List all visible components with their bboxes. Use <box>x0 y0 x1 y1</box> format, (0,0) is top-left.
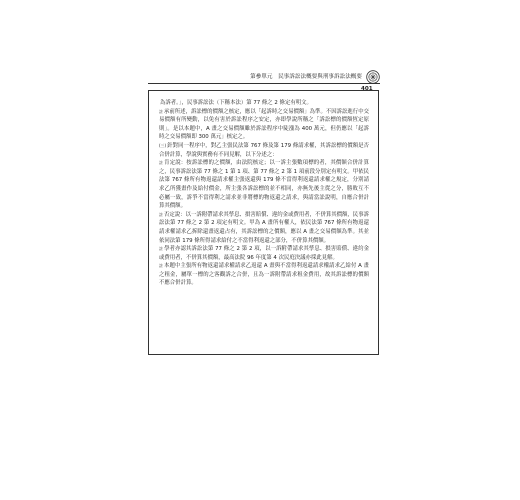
paragraph <box>159 108 369 142</box>
paragraph <box>159 159 369 211</box>
paragraph <box>159 245 369 262</box>
paragraph-marker: (三) <box>159 142 167 148</box>
paragraph-text: 為訴者。」，民事訴訟法（下稱本法）第 77 條之 2 條定有明文。 <box>160 100 312 106</box>
header-rule <box>148 83 380 84</box>
paragraph-marker: 註 <box>159 160 163 166</box>
paragraph-text: 肯定說：按訴訟標的之價額，由法院核定；以一訴主張數項標的者，其價額合併計算之，民事訴訟法第 77 條之 1 第 1 項、第 77 條之 2 第 1 項前段分別定有明文。甲依民法第 767 條所有物返還請求權主張返還與 179 條不當得利返還請求權之規定，分別請求乙所獲畫作及給付價金，所主張各訴訟標的並不相同，亦無先後主從之分，勝敗互不必屬一致，訴爭不當得利之請求並非將標的物返還之請求，與請當訟說明，自應合併計算其價額。 <box>159 160 369 210</box>
answer-text-box <box>148 90 379 355</box>
paragraph-text: 學者亦認其訴訟法第 77 條之 2 第 2 項，以一訴附帶請求其孳息、損害賠償、違約金或費用者，不併算其價額，最高法院 96 年度第 4 次民庭決議亦採此見解。 <box>159 246 369 261</box>
paragraph <box>159 262 369 288</box>
publisher-logo-icon <box>366 70 380 84</box>
paragraph-text: 針對同一程序中，對乙主張民法第 767 條及第 179 條請求權，其訴訟標的價額是否合併計算，學說與實務有不同見解，以下分述之： <box>159 142 369 158</box>
paragraph-marker: 註 <box>159 108 163 114</box>
paragraph <box>159 142 369 159</box>
paragraph-marker: 註 <box>159 211 163 217</box>
paragraph-text: 承前所述，訴訟標的價額之核定，應以「起訴時之交易價額」為準。不因訴訟進行中交易價額有所變動，以免有害於訴訟程序之安定，亦即學說所稱之「訴訟標的價額恆定原則」。是以本題中，A 畫之交易價額雖於訴訟程序中陡漲為 400 萬元，但仍應以「起訴時之交易價額即 300 萬元」核定之。 <box>159 108 369 141</box>
paragraph <box>159 99 369 108</box>
paragraph-text: 否定說：以一訴附帶請求其孳息、損害賠償、違約金或費用者，不併算其價額，民事訴訟法第 77 條之 2 第 2 項定有明文。甲為 A 畫所有權人，依民法第 767 條所有物返還請求權請求乙拆除還畫返還占有，其訴訟標的之價額，應以 A 畫之交易價額為準。其並依同法第 179 條所得請求給付之不當得利返還之部分，不併算其價額。 <box>159 211 369 244</box>
page-number: 401 <box>361 86 373 92</box>
paragraph-marker: 註 <box>159 246 163 252</box>
paragraph <box>159 211 369 245</box>
paragraph-marker: 註 <box>159 263 163 269</box>
running-header-title: 第參單元 民事訴訟法概要與刑事訴訟法概要 <box>250 74 362 80</box>
paragraph-text: 本題中主張所有物返還請求權請求乙返還 A 畫與不當得利返還請求權請求乙給付 A 畫之租金，屬單一標的之客觀訴之合併，且為一訴附帶請求租金費用，故其訴訟標的價額不應合併計算。 <box>159 263 369 287</box>
